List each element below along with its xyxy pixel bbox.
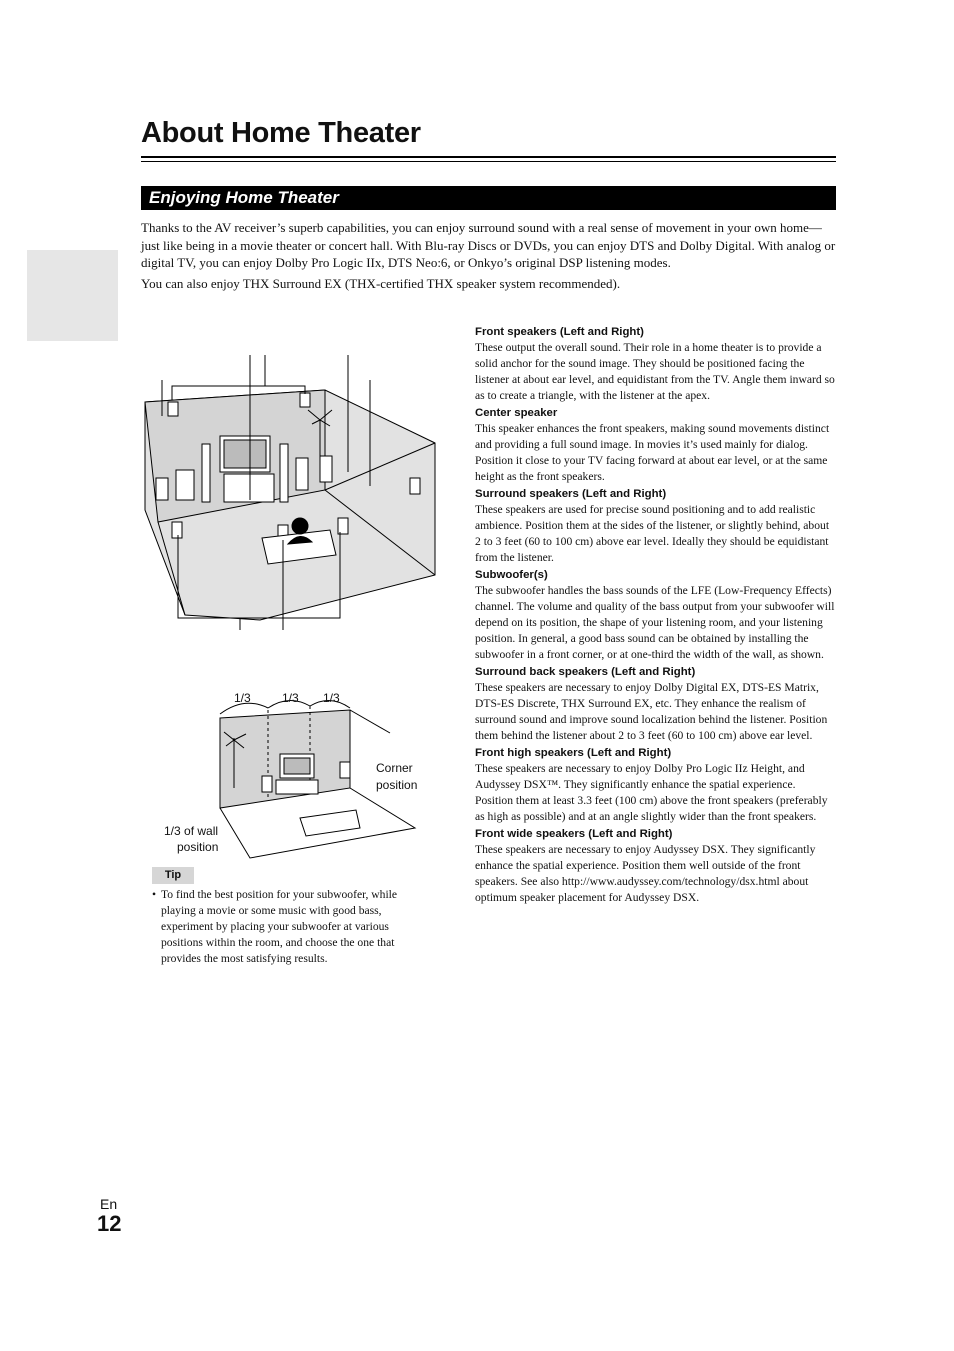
corner-position-label-2: position <box>376 778 418 792</box>
intro-paragraph-2: You can also enjoy THX Surround EX (THX-certified THX speaker system recommended). <box>141 275 621 291</box>
front-high-speakers-text: These speakers are necessary to enjoy Dolby Pro Logic IIz Height, and Audyssey DSX™. They significantly enhance the spatial experience. Position them at least 3.3 feet (100 cm) above the front speakers (preferably as high as possible) and at an angle slightly wider than the front speakers. <box>475 762 828 823</box>
subwoofer-text: The subwoofer handles the bass sounds of the LFE (Low-Frequency Effects) channel. The volume and quality of the bass output from your subwoofer will depend on its position, the shape of your listening room, and your listening position. In general, a good bass sound can be obtained by installing the subwoofer in a front corner, or at one-third the width of the wall, as shown. <box>475 584 835 661</box>
tip-badge: Tip <box>152 867 194 884</box>
title-rule-thin <box>141 161 836 162</box>
wall-position-label-2: position <box>177 840 219 854</box>
wall-position-label-1: 1/3 of wall <box>164 824 219 838</box>
side-tab <box>27 250 118 341</box>
surround-speakers-heading: Surround speakers (Left and Right) <box>475 488 667 500</box>
tip-bullet: • <box>152 888 157 901</box>
front-high-speakers-heading: Front high speakers (Left and Right) <box>475 747 672 759</box>
speaker-layout-illustration <box>140 350 440 630</box>
speaker-descriptions <box>475 324 836 907</box>
section-title: Enjoying Home Theater <box>149 188 339 207</box>
front-wide-speakers-heading: Front wide speakers (Left and Right) <box>475 828 673 840</box>
surround-back-speakers-heading: Surround back speakers (Left and Right) <box>475 666 696 678</box>
center-speaker-heading: Center speaker <box>475 407 558 419</box>
section-bar <box>141 186 836 210</box>
corner-position-label-1: Corner <box>376 761 413 775</box>
surround-speakers-text: These speakers are used for precise sound positioning and to add realistic ambience. Position them at the sides of the listener, or slightly behind, about 2 to 3 feet (60 to 100 cm) above ear level. Ideally they should be equidistant from the listener. <box>475 503 830 564</box>
front-speakers-text: These output the overall sound. Their role in a home theater is to provide a solid anchor for the sound image. They should be positioned facing the listener at about ear level, and equidistant from the TV. Angle them inward so as to create a triangle, with the listener at the apex. <box>475 341 835 402</box>
title-rule-thick <box>141 156 836 158</box>
intro-text <box>141 219 836 295</box>
intro-paragraph-1: Thanks to the AV receiver’s superb capabilities, you can enjoy surround sound with a real sense of movement in your own home—just like being in a movie theater or concert hall. With Blu-ray Discs or DVDs, you can enjoy DTS and Dolby Digital. With analog or digital TV, you can enjoy Dolby Pro Logic IIx, DTS Neo:6, or Onkyo’s original DSP listening modes. <box>141 220 836 271</box>
third-label-1: 1/3 <box>234 691 251 705</box>
page-language: En <box>100 1196 118 1212</box>
third-label-3: 1/3 <box>323 691 340 705</box>
front-wide-speakers-text: These speakers are necessary to enjoy Audyssey DSX. They significantly enhance the spatial experience. Position them well outside of the front speakers. See also http://www.audyssey.com/technology/dsx.html about optimum speaker placement for Audyssey DSX. <box>475 843 816 904</box>
tip-body: To find the best position for your subwoofer, while playing a movie or some music with good bass, experiment by placing your subwoofer at various positions within the room, and choose the one that provides the most satisfying results. <box>161 888 398 965</box>
front-speakers-heading: Front speakers (Left and Right) <box>475 326 644 338</box>
subwoofer-heading: Subwoofer(s) <box>475 569 548 581</box>
center-speaker-text: This speaker enhances the front speakers, making sound movements distinct and providing a full sound image. In movies it’s used mainly for dialog. Position it close to your TV facing forward at about ear level, or at the same height as the front speakers. <box>475 422 830 483</box>
page-number: 12 <box>97 1211 122 1236</box>
tip-text <box>152 887 430 967</box>
third-label-2: 1/3 <box>282 691 299 705</box>
surround-back-speakers-text: These speakers are necessary to enjoy Dolby Digital EX, DTS-ES Matrix, DTS-ES Discrete, THX Surround EX, etc. They enhance the realism of surround sound and improve sound localization behind the listener. Position them behind the listener about 2 to 3 feet (60 to 100 cm) above ear level. <box>475 681 828 742</box>
page-title: About Home Theater <box>141 117 421 149</box>
